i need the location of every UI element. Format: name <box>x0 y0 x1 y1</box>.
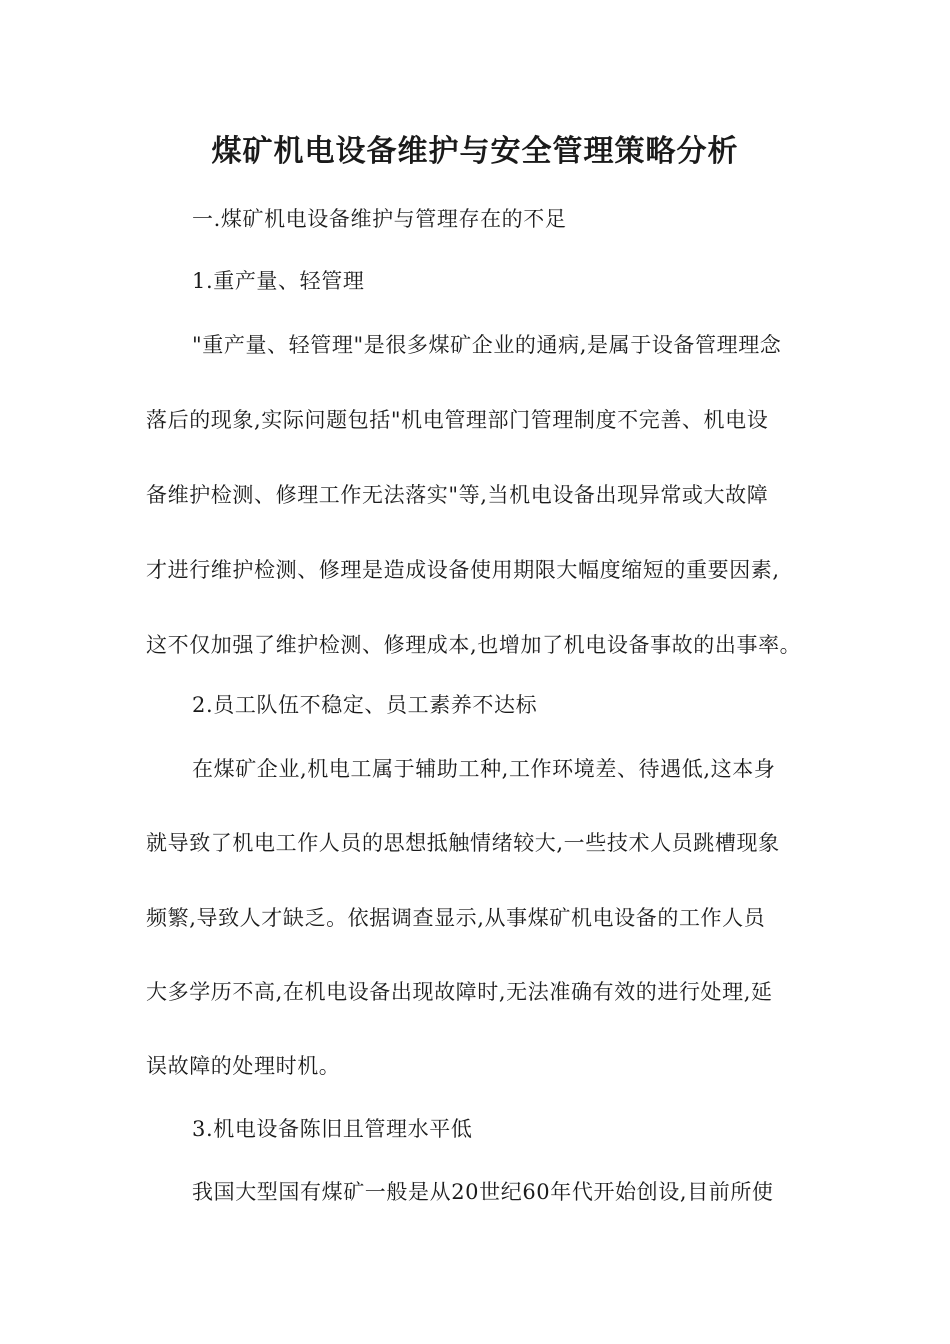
paragraph-line: "重产量、轻管理"是很多煤矿企业的通病,是属于设备管理理念 <box>192 333 782 357</box>
paragraph-line: 落后的现象,实际问题包括"机电管理部门管理制度不完善、机电设 <box>146 408 769 432</box>
paragraph-line: 就导致了机电工作人员的思想抵触情绪较大,一些技术人员跳槽现象 <box>146 831 780 855</box>
section-heading: 一.煤矿机电设备维护与管理存在的不足 <box>192 207 567 231</box>
paragraph-line: 误故障的处理时机。 <box>146 1054 341 1078</box>
paragraph-line: 大多学历不高,在机电设备出现故障时,无法准确有效的进行处理,延 <box>146 980 773 1004</box>
document-title: 煤矿机电设备维护与安全管理策略分析 <box>211 134 739 169</box>
paragraph-line: 备维护检测、修理工作无法落实"等,当机电设备出现异常或大故障 <box>146 483 769 507</box>
subsection-heading-3: 3.机电设备陈旧且管理水平低 <box>192 1117 473 1141</box>
paragraph-line: 在煤矿企业,机电工属于辅助工种,工作环境差、待遇低,这本身 <box>192 757 776 781</box>
subsection-heading-1: 1.重产量、轻管理 <box>192 269 365 293</box>
subsection-heading-2: 2.员工队伍不稳定、员工素养不达标 <box>192 693 538 717</box>
paragraph-line: 我国大型国有煤矿一般是从20世纪60年代开始创设,目前所使 <box>192 1180 774 1204</box>
paragraph-line: 这不仅加强了维护检测、修理成本,也增加了机电设备事故的出事率。 <box>146 633 802 657</box>
paragraph-line: 才进行维护检测、修理是造成设备使用期限大幅度缩短的重要因素, <box>146 558 780 582</box>
paragraph-line: 频繁,导致人才缺乏。依据调查显示,从事煤矿机电设备的工作人员 <box>146 906 766 930</box>
